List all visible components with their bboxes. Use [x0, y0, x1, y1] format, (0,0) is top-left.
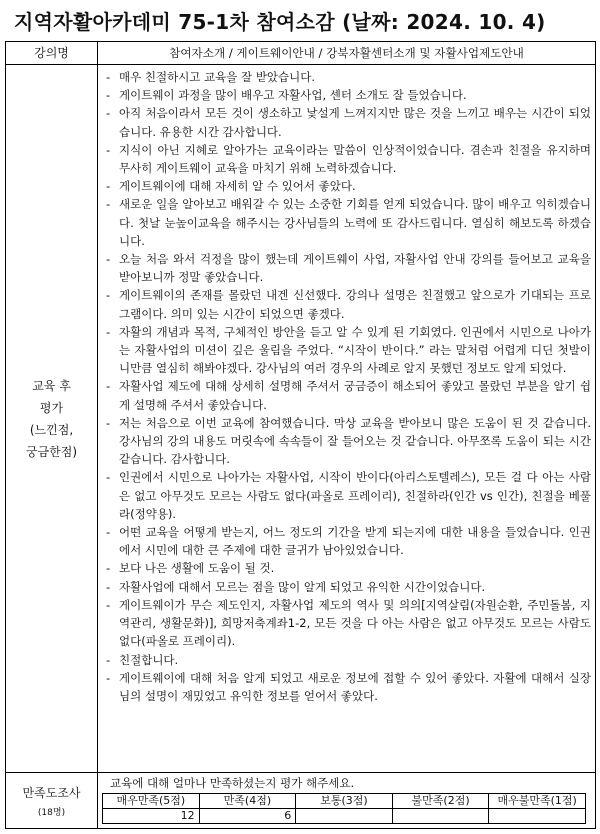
- satisfaction-title: 만족도조사: [22, 785, 81, 800]
- feedback-item: - 자활의 개념과 목적, 구체적인 방안을 듣고 알 수 있게 된 기회였다. 인권에서 시민으로 나아가는 자활사업의 미션이 깊은 울림을 주었다. “시작이 반이다.” 라는 말처럼 어렵게 디딘 첫발이니만큼 열심히 해봐야겠다. 강사님의 여러 경우의 사례로 알지 못했던 정보도 알게 되었다.: [103, 323, 591, 378]
- feedback-label-line: 궁금한점): [25, 444, 78, 459]
- feedback-label: [6, 65, 98, 772]
- satisfaction-content: [98, 773, 595, 828]
- satisfaction-label: [6, 773, 98, 828]
- option-very-dissatisfied: 매우불만족(1점): [489, 794, 586, 809]
- feedback-list: [98, 65, 595, 772]
- feedback-item: - 아직 처음이라서 모든 것이 생소하고 낯설게 느껴지지만 많은 것을 느끼고 배우는 시간이 되었습니다. 유용한 시간 감사합니다.: [103, 104, 591, 140]
- feedback-item: - 게이트웨이의 존재를 몰랐던 내겐 신선했다. 강의나 설명은 친절했고 앞으로가 기대되는 프로그램이다. 의미 있는 시간이 되었으면 좋겠다.: [103, 286, 591, 322]
- option-neutral: 보통(3점): [296, 794, 393, 809]
- satisfaction-count-row: [103, 809, 586, 824]
- satisfaction-row: [6, 773, 595, 828]
- page-title: 지역자활아카데미 75-1차 참여소감 (날짜: 2024. 10. 4): [14, 10, 546, 34]
- count-neutral: [296, 809, 393, 824]
- count-dissatisfied: [392, 809, 489, 824]
- feedback-table: [5, 41, 596, 829]
- lecture-topics: 참여자소개 / 게이트웨이안내 / 강북자활센터소개 및 자활사업제도안내: [169, 46, 524, 60]
- feedback-item: - 저는 처음으로 이번 교육에 참여했습니다. 막상 교육을 받아보니 많은 도움이 된 것 같습니다. 강사님의 강의 내용도 머릿속에 속속들이 잘 들어오는 것 같습니다. 아무쪼록 도움이 되는 시간 같습니다. 감사합니다.: [103, 414, 591, 469]
- feedback-item: - 자활사업 제도에 대해 상세히 설명해 주셔서 궁금증이 해소되어 좋았고 몰랐던 부분을 알기 쉽게 설명해 주셔서 좋았습니다.: [103, 377, 591, 413]
- option-satisfied: 만족(4점): [199, 794, 296, 809]
- feedback-row: [6, 65, 595, 773]
- feedback-item: - 새로운 일을 알아보고 배워갈 수 있는 소중한 기회를 얻게 되었습니다. 많이 배우고 익히겠습니다. 첫날 눈높이교육을 해주시는 강사님들의 노력에 또 감사드립니다. 열심히 해보도록 하겠습니다.: [103, 195, 591, 250]
- feedback-item: - 게이트웨이에 대해 처음 알게 되었고 새로운 정보에 접할 수 있어 좋았다. 자활에 대해서 실장님의 설명이 재밌었고 유익한 정보를 얻어서 좋았다.: [103, 669, 591, 705]
- feedback-item: - 보다 나은 생활에 도움이 될 것.: [103, 559, 591, 577]
- feedback-item: - 어떤 교육을 어떻게 받는지, 어느 정도의 기간을 받게 되는지에 대한 내용을 들었습니다. 인권에서 시민에 대한 큰 주제에 대한 글귀가 남아있었습니다.: [103, 523, 591, 559]
- count-satisfied: 6: [199, 809, 296, 824]
- lecture-label: 강의명: [6, 42, 98, 64]
- satisfaction-table: [102, 793, 586, 824]
- count-very-satisfied: 12: [103, 809, 200, 824]
- feedback-item: - 게이트웨이가 무슨 제도인지, 자활사업 제도의 역사 및 의의[지역살림(자원순환, 주민돌봄, 지역관리, 생활문화)], 희망저축계좌1-2, 모든 것을 다 아는 사람은 없고 아무것도 모르는 사람도 없다(파올로 프레이리).: [103, 596, 591, 651]
- feedback-label-line: 평가: [39, 400, 64, 415]
- feedback-item: - 게이트웨이에 대해 자세히 알 수 있어서 좋았다.: [103, 177, 591, 195]
- option-very-satisfied: 매우만족(5점): [103, 794, 200, 809]
- feedback-item: - 오늘 처음 와서 걱정을 많이 했는데 게이트웨이 사업, 자활사업 안내 강의를 들어보고 교육을 받아보니까 정말 좋았습니다.: [103, 250, 591, 286]
- feedback-item: - 친절합니다.: [103, 651, 591, 669]
- satisfaction-question: 교육에 대해 얼마나 만족하셨는지 평가 해주세요.: [110, 776, 355, 790]
- satisfaction-header-row: [103, 794, 586, 809]
- count-very-dissatisfied: [489, 809, 586, 824]
- feedback-item: - 매우 친절하시고 교육을 잘 받았습니다.: [103, 68, 591, 86]
- feedback-label-line: 교육 후: [32, 378, 71, 393]
- feedback-item: - 인권에서 시민으로 나아가는 자활사업, 시작이 반이다(아리스토텔레스), 모든 걸 다 아는 사람은 없고 아무것도 모르는 사람도 없다(파올로 프레이리), 친절하라(인간 vs 인간), 친절을 베풀라(정약용).: [103, 468, 591, 523]
- feedback-label-line: (느낀점,: [29, 422, 74, 437]
- lecture-row: [6, 42, 595, 65]
- respondent-count: (18명): [37, 807, 66, 818]
- feedback-item: - 지식이 아닌 지혜로 알아가는 교육이라는 말씀이 인상적이었습니다. 겸손과 친절을 유지하며 무사히 게이트웨이 교육을 마치기 위해 노력하겠습니다.: [103, 141, 591, 177]
- feedback-item: - 자활사업에 대해서 모르는 점을 많이 알게 되었고 유익한 시간이었습니다.: [103, 578, 591, 596]
- option-dissatisfied: 불만족(2점): [392, 794, 489, 809]
- feedback-item: - 게이트웨이 과정을 많이 배우고 자활사업, 센터 소개도 잘 들었습니다.: [103, 86, 591, 104]
